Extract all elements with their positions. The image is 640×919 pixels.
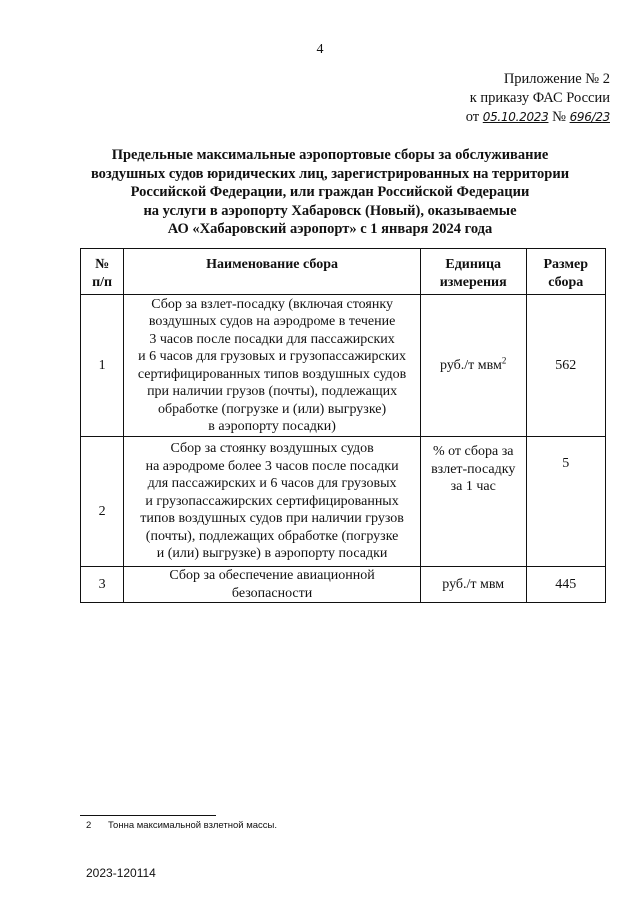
number-prefix: № xyxy=(552,109,566,125)
table-row xyxy=(81,295,606,437)
fee-name-line: и 6 часов для грузовых и грузопассажирских xyxy=(138,349,406,364)
date-prefix: от xyxy=(465,109,480,125)
unit-line: взлет-посадку xyxy=(431,461,516,477)
header-number-line: п/п xyxy=(92,274,113,290)
row-fee-name xyxy=(124,295,421,437)
title-line: Предельные максимальные аэропортовые сборы за обслуживание xyxy=(111,147,549,163)
footnote-reference: 2 xyxy=(501,355,507,366)
fee-name-line: Сбор за обеспечение авиационной xyxy=(169,568,375,583)
row-unit: руб./т мвм xyxy=(420,567,526,603)
header-unit-line: измерения xyxy=(439,274,507,290)
header-name: Наименование сбора xyxy=(124,249,421,295)
fee-name-line: типов воздушных судов при наличии грузов xyxy=(140,511,404,527)
fee-name-line: Сбор за стоянку воздушных судов xyxy=(170,441,374,457)
handwritten-date: 05.10.2023 xyxy=(482,110,549,124)
table-row xyxy=(81,567,606,603)
fee-name-line: на аэродроме более 3 часов после посадки xyxy=(145,458,399,474)
fee-name-line: безопасности xyxy=(231,585,313,601)
footnote-mark: 2 xyxy=(86,820,92,831)
header-unit xyxy=(420,249,526,295)
unit-text: руб./т мвм xyxy=(440,357,502,373)
document-title xyxy=(80,146,580,239)
title-line: АО «Хабаровский аэропорт» с 1 января 2024 года xyxy=(167,221,493,237)
fee-name-line: в аэропорту посадки) xyxy=(208,419,336,434)
fee-name-line: обработке (погрузке и (или) выгрузке) xyxy=(157,401,387,417)
table-header-row xyxy=(81,249,606,295)
row-number: 2 xyxy=(81,437,124,567)
title-line: на услуги в аэропорту Хабаровск (Новый), оказываемые xyxy=(143,202,517,219)
title-line: воздушных судов юридических лиц, зарегистрированных на территории xyxy=(90,165,570,182)
document-registration-code: 2023-120114 xyxy=(86,866,156,880)
fee-name-line: (почты), подлежащих обработке (погрузке xyxy=(145,528,399,544)
row-number: 1 xyxy=(81,295,124,437)
row-unit xyxy=(420,437,526,567)
unit-line: за 1 час xyxy=(450,479,496,494)
header-size-line: Размер xyxy=(543,257,589,272)
footnote-text: Тонна максимальной взлетной массы. xyxy=(108,820,277,831)
footnote xyxy=(86,820,277,831)
handwritten-number: 696/23 xyxy=(569,110,610,124)
fee-name-line: 3 часов после посадки для пассажирских xyxy=(149,331,395,347)
header-number-line: № xyxy=(95,257,110,272)
header-unit-line: Единица xyxy=(445,257,502,272)
fees-table xyxy=(80,248,606,603)
header-number xyxy=(81,249,124,295)
fee-name-line: для пассажирских и 6 часов для грузовых xyxy=(147,476,397,492)
fee-name-line: и (или) выгрузке) в аэропорту посадки xyxy=(156,546,388,562)
row-size: 5 xyxy=(526,437,605,567)
fee-name-line: Сбор за взлет-посадку (включая стоянку xyxy=(151,296,393,312)
header-size xyxy=(526,249,605,295)
row-fee-name xyxy=(124,567,421,603)
footnote-divider xyxy=(80,815,216,816)
fee-name-line: при наличии грузов (почты), подлежащих xyxy=(147,384,398,399)
fee-name-line: сертифицированных типов воздушных судов xyxy=(137,366,407,382)
annex-header xyxy=(350,70,610,127)
title-line: Российской Федерации, или граждан Российской Федерации xyxy=(130,184,530,200)
annex-title: Приложение № 2 xyxy=(503,71,610,87)
annex-date-number-line xyxy=(350,108,610,127)
fee-name-line: и грузопассажирских сертифицированных xyxy=(145,493,399,509)
row-unit xyxy=(420,295,526,437)
fee-name-line: воздушных судов на аэродроме в течение xyxy=(148,314,396,329)
header-size-line: сбора xyxy=(548,274,584,290)
page-number: 4 xyxy=(316,42,324,57)
row-size: 562 xyxy=(526,295,605,437)
row-number: 3 xyxy=(81,567,124,603)
row-size: 445 xyxy=(526,567,605,603)
table-row xyxy=(81,437,606,567)
annex-order-reference: к приказу ФАС России xyxy=(469,90,610,106)
unit-line: % от сбора за xyxy=(432,444,514,459)
row-fee-name xyxy=(124,437,421,567)
